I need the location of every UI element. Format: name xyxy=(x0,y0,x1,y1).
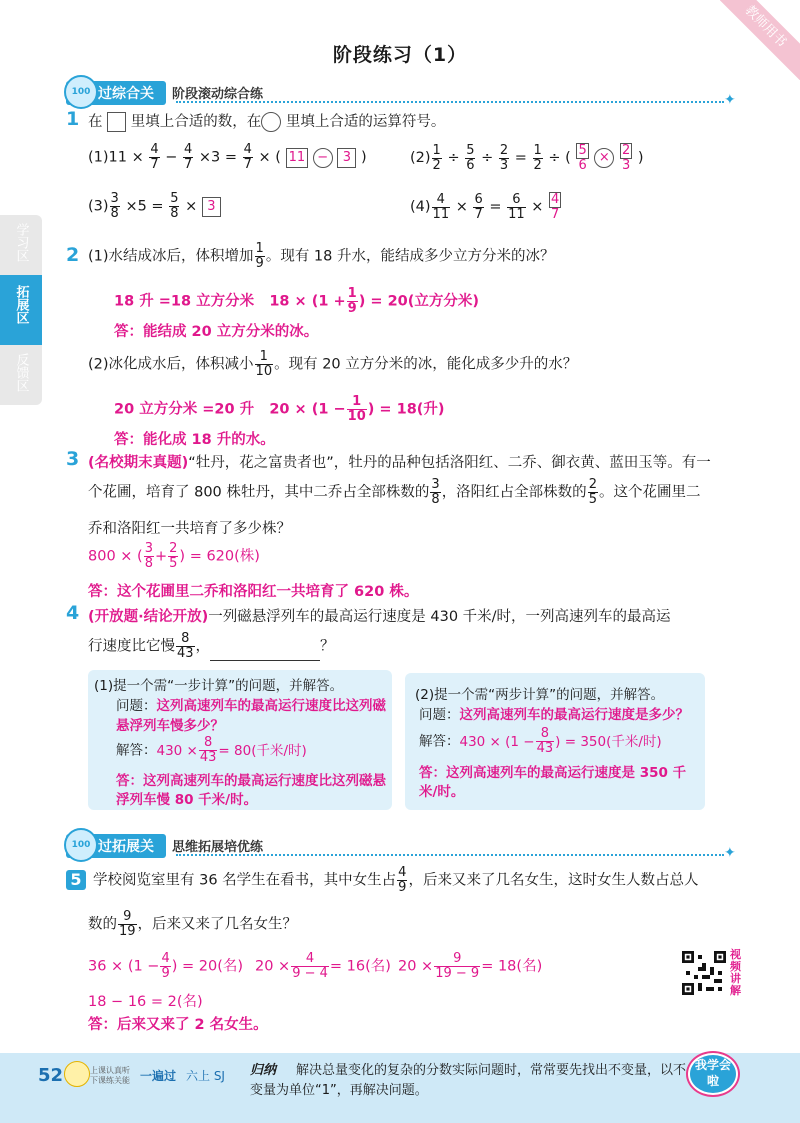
question-number: 2 xyxy=(66,244,80,266)
question-number: 1 xyxy=(66,108,80,130)
q5-answer: 答：后来又来了 2 名女生。 xyxy=(88,1017,268,1033)
footer-slogan-2: 下课练关能 xyxy=(90,1076,130,1085)
answer-circle: − xyxy=(313,148,333,168)
answer-circle: × xyxy=(594,148,614,168)
star-icon: ✦ xyxy=(724,845,736,861)
side-tab-study[interactable]: 学习区 xyxy=(0,215,42,275)
q1-sub4: (4) $\frac{4}{11}$ × $\frac{6}{7}$ = $\frac{6}{11}$ × $\frac{4}{7}$ xyxy=(410,191,560,222)
q5-calc-4: 18 − 16 = 2(名) xyxy=(88,994,203,1010)
box2-head: (2)提一个需“两步计算”的问题，并解答。 xyxy=(415,687,665,703)
tip-label: 归纳 xyxy=(250,1063,277,1078)
answer-box: 11 xyxy=(286,148,309,168)
corner-label: 教师用书 xyxy=(720,0,800,80)
box1-answer-cont: 浮列车慢 80 千米/时。 xyxy=(116,792,258,808)
q4-line1: (开放题·结论开放)一列磁悬浮列车的最高运行速度是 430 千米/时，一列高速列车的最高运 xyxy=(88,609,671,625)
answer-box: 3 xyxy=(202,197,221,217)
box2-solution: 解答：430 × (1 − $\frac{8}{43}$ ) = 350(千米/时) xyxy=(419,726,662,756)
q5-calc-2: 20 × $\frac{4}{9 - 4}$ = 16(名) xyxy=(255,951,391,981)
q2-part1: (1)水结成冰后，体积增加 $\frac{1}{9}$ 。现有 18 升水，能结成多少立方分米的冰？ xyxy=(88,241,555,271)
footer-brand: 一遍过 xyxy=(140,1069,177,1083)
answer-fraction: $\frac{2}{3}$ xyxy=(621,143,631,173)
question-number: 4 xyxy=(66,602,80,624)
box1-answer: 答：这列高速列车的最高运行速度比这列磁悬 xyxy=(116,773,386,789)
question-number: 5 xyxy=(66,870,86,890)
section-badge-label: 过综合关 xyxy=(98,86,154,102)
q2-answer2: 答：能化成 18 升的水。 xyxy=(114,432,275,448)
q2-answer1-calc: 18 升 =18 立方分米 18 × (1 + $\frac{1}{9}$ ) = 20(立方分米) xyxy=(114,286,480,316)
box1-head: (1)提一个需“一步计算”的问题，并解答。 xyxy=(94,678,344,694)
q3-answer-calc: 800 × ( $\frac{3}{8}$ + $\frac{2}{5}$ ) = 620(株) xyxy=(88,541,260,571)
q1-sub3: (3) $\frac{3}{8}$ ×5 = $\frac{5}{8}$ × 3 xyxy=(88,192,221,221)
q2-answer1: 答：能结成 20 立方分米的冰。 xyxy=(114,324,319,340)
q4-box-1 xyxy=(88,670,392,810)
page-number: 52 xyxy=(38,1065,64,1086)
footer xyxy=(0,1053,800,1123)
answer-box: 3 xyxy=(337,148,356,168)
footer-grade: 六上 SJ xyxy=(186,1069,225,1083)
q3-answer: 答：这个花圃里二乔和洛阳红一共培育了 620 株。 xyxy=(88,584,419,600)
question-number: 3 xyxy=(66,448,80,470)
box1-question-cont: 悬浮列车慢多少？ xyxy=(116,718,224,734)
q3-line1: (名校期末真题)“牡丹，花之富贵者也”，牡丹的品种包括洛阳红、二乔、御衣黄、蓝田玉等。有一 xyxy=(88,455,711,471)
circle-icon xyxy=(261,112,281,132)
q4-box-2 xyxy=(405,673,705,810)
square-icon xyxy=(107,112,126,132)
q4-line2: 行速度比它慢 $\frac{8}{43}$ ， ？ xyxy=(88,631,335,661)
box2-answer-cont: 米/时。 xyxy=(419,784,465,800)
section-badge-label: 过拓展关 xyxy=(98,839,154,855)
side-tab-feedback[interactable]: 反馈区 xyxy=(0,345,42,405)
q5-calc-3: 20 × $\frac{9}{19 - 9}$ = 18(名) xyxy=(398,951,543,981)
q2-answer2-calc: 20 立方分米 =20 升 20 × (1 − $\frac{1}{10}$ ) = 18(升) xyxy=(114,394,445,424)
learned-badge[interactable]: 我学会啦 xyxy=(688,1053,738,1095)
divider xyxy=(176,854,724,856)
page-title: 阶段练习（1） xyxy=(332,44,468,66)
footer-slogan-1: 上课认真听 xyxy=(90,1066,130,1075)
q2-part2: (2)冰化成水后，体积减小 $\frac{1}{10}$ 。现有 20 立方分米的冰，能化成多少升的水？ xyxy=(88,349,578,379)
answer-fraction: $\frac{4}{7}$ xyxy=(551,192,560,222)
q1-sub1: (1)11 × $\frac{4}{7}$ − $\frac{4}{7}$ ×3 = $\frac{4}{7}$ × ( 11 − 3 ) xyxy=(88,142,367,172)
tip-line-1: 解决总量变化的复杂的分数实际问题时，常常要先找出不变量，以不 xyxy=(296,1063,687,1078)
q5-line1: 学校阅览室里有 36 名学生在看书，其中女生占 $\frac{4}{9}$ ，后来又来了几名女生，这时女生人数占总人 xyxy=(93,865,699,895)
q1-sub2: (2) $\frac{1}{2}$ ÷ $\frac{5}{6}$ ÷ $\frac{2}{3}$ = $\frac{1}{2}$ ÷ ( $\frac{5}{6}$ × $\frac{2}{3}$ ) xyxy=(410,142,644,173)
box1-solution: 解答：430 × $\frac{8}{43}$ = 80(千米/时) xyxy=(116,735,307,765)
mascot-icon: 100 xyxy=(64,828,98,862)
q3-line2: 个花圃，培育了 800 株牡丹，其中二乔占全部株数的 $\frac{3}{8}$ ，洛阳红占全部株数的 $\frac{2}{5}$ 。这个花圃里二 xyxy=(88,477,701,507)
box1-question: 问题：这列高速列车的最高运行速度比这列磁 xyxy=(116,698,386,714)
q5-line2: 数的 $\frac{9}{19}$ ，后来又来了几名女生？ xyxy=(88,909,298,939)
q5-calc-1: 36 × (1 − $\frac{4}{9}$ ) = 20(名) xyxy=(88,951,244,981)
mascot-icon: 100 xyxy=(64,75,98,109)
section-subtitle: 思维拓展培优练 xyxy=(172,840,264,855)
divider xyxy=(176,101,724,103)
side-tab-extend[interactable]: 拓展区 xyxy=(0,275,42,345)
blank-line xyxy=(210,646,320,661)
answer-fraction: $\frac{5}{6}$ xyxy=(578,143,587,173)
footer-mascot-icon xyxy=(64,1061,90,1087)
section-badge xyxy=(66,81,166,105)
video-label[interactable]: 视频讲解 xyxy=(730,948,741,997)
box2-question: 问题：这列高速列车的最高运行速度是多少？ xyxy=(419,707,689,723)
star-icon: ✦ xyxy=(724,92,736,108)
box2-answer: 答：这列高速列车的最高运行速度是 350 千 xyxy=(419,765,687,781)
question-text: 在 里填上合适的数，在 里填上合适的运算符号。 xyxy=(88,114,446,130)
section-subtitle: 阶段滚动综合练 xyxy=(172,87,264,102)
question-tag: (名校期末真题) xyxy=(88,455,189,471)
section-badge xyxy=(66,834,166,858)
qr-code-icon[interactable] xyxy=(682,951,726,995)
question-tag: (开放题·结论开放) xyxy=(88,609,209,625)
q3-line3: 乔和洛阳红一共培育了多少株？ xyxy=(88,521,291,537)
tip-line-2: 变量为单位“1”，再解决问题。 xyxy=(250,1083,428,1098)
